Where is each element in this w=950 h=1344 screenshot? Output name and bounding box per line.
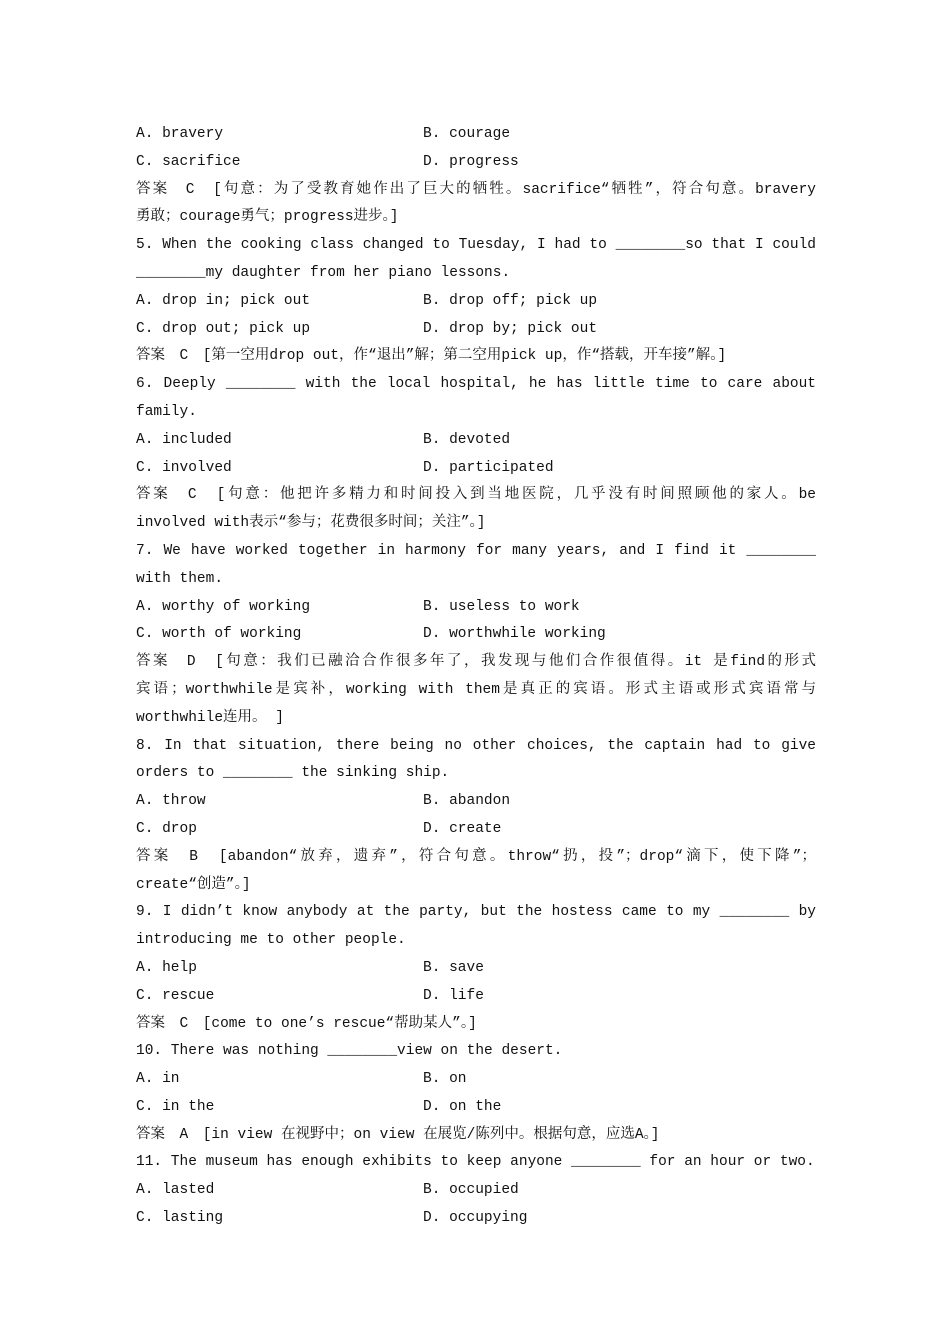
question-line: 6. Deeply ________ with the local hospital, he has little time to care about <box>136 376 816 393</box>
answer-line: 答案 C [句意：他把许多精力和时间投入到当地医院，几乎没有时间照顾他的家人。be <box>136 487 816 504</box>
option-left: C. in the <box>136 1098 215 1115</box>
option-right: D. occupying <box>423 1210 528 1227</box>
question-line: 10. There was nothing ________view on the desert. <box>136 1043 563 1060</box>
answer-line: 答案 C [第一空用drop out，作“退出”解；第二空用pick up，作“搭载，开车接”解。] <box>136 348 727 365</box>
question-line: orders to ________ the sinking ship. <box>136 765 450 782</box>
exercise-page <box>136 121 816 1233</box>
option-left: A. bravery <box>136 126 224 142</box>
options-row <box>136 149 816 177</box>
answer-line: worthwhile连用。 ] <box>136 709 284 726</box>
option-left: C. drop out; pick up <box>136 320 311 337</box>
options-row <box>136 594 816 622</box>
options-row <box>136 1094 816 1122</box>
option-left: A. worthy of working <box>136 598 311 615</box>
option-right: B. useless to work <box>423 598 580 615</box>
answer-line: 答案 A [in view 在视野中；on view 在展览/陈列中。根据句意，应选A。] <box>136 1126 660 1143</box>
option-left: C. involved <box>136 459 232 476</box>
options-row <box>136 455 816 483</box>
options-row <box>136 288 816 316</box>
options-row <box>136 983 816 1011</box>
option-right: D. life <box>423 987 484 1004</box>
option-right: D. progress <box>423 153 519 170</box>
question-line: with them. <box>136 570 224 587</box>
question-line: ________my daughter from her piano lessons. <box>136 264 511 281</box>
question-line: 11. The museum has enough exhibits to keep anyone ________ for an hour or two. <box>136 1154 815 1171</box>
option-right: D. worthwhile working <box>423 626 606 643</box>
option-left: C. sacrifice <box>136 153 241 170</box>
question-line: 5. When the cooking class changed to Tuesday, I had to ________so that I could <box>136 237 816 254</box>
options-row <box>136 1205 816 1233</box>
option-right: D. drop by; pick out <box>423 320 598 337</box>
answer-line: 答案 C [come to one’s rescue“帮助某人”。] <box>136 1015 477 1032</box>
question-line: family. <box>136 403 197 420</box>
answer-line: 答案 B [abandon“放弃，遗弃”，符合句意。throw“扔，投”；drop“滴下，使下降”； <box>136 848 816 865</box>
option-left: A. throw <box>136 793 206 810</box>
option-left: A. drop in; pick out <box>136 292 311 309</box>
options-row <box>136 1066 816 1094</box>
question-line: 7. We have worked together in harmony for many years, and I find it ________ <box>136 542 816 559</box>
options-row <box>136 788 816 816</box>
answer-line: involved with表示“参与；花费很多时间；关注”。] <box>136 515 486 532</box>
answer-line: 答案 D [句意：我们已融洽合作很多年了，我发现与他们合作很值得。it 是find的形式 <box>136 654 816 671</box>
option-left: C. drop <box>136 820 197 837</box>
answer-line: create“创造”。] <box>136 876 251 893</box>
option-left: C. worth of working <box>136 626 302 643</box>
question-line: 9. I didn’t know anybody at the party, but the hostess came to my ________ by <box>136 904 816 921</box>
option-right: B. on <box>423 1071 467 1088</box>
option-left: A. help <box>136 959 197 976</box>
option-right: B. devoted <box>423 431 511 448</box>
options-row <box>136 816 816 844</box>
option-left: C. lasting <box>136 1210 224 1227</box>
options-row <box>136 121 816 149</box>
answer-line: 勇敢；courage勇气；progress进步。] <box>136 209 399 226</box>
answer-line: 答案 C [句意：为了受教育她作出了巨大的牺牲。sacrifice“牺牲”，符合句意。bravery <box>136 181 816 198</box>
option-left: A. included <box>136 431 232 448</box>
options-row <box>136 316 816 344</box>
answer-line: 宾语；worthwhile是宾补，working with them是真正的宾语。形式主语或形式宾语常与 <box>136 681 816 698</box>
options-row <box>136 427 816 455</box>
option-left: A. lasted <box>136 1182 215 1199</box>
options-row <box>136 1177 816 1205</box>
option-right: B. save <box>423 959 484 976</box>
question-line: introducing me to other people. <box>136 932 406 949</box>
option-right: B. abandon <box>423 793 511 810</box>
option-right: D. create <box>423 820 502 837</box>
option-left: A. in <box>136 1071 180 1088</box>
options-row <box>136 955 816 983</box>
option-left: C. rescue <box>136 987 215 1004</box>
option-right: B. occupied <box>423 1182 519 1199</box>
option-right: B. courage <box>423 126 511 142</box>
question-line: 8. In that situation, there being no other choices, the captain had to give <box>136 737 816 754</box>
option-right: B. drop off; pick up <box>423 292 598 309</box>
option-right: D. participated <box>423 459 554 476</box>
options-row <box>136 621 816 649</box>
option-right: D. on the <box>423 1098 502 1115</box>
